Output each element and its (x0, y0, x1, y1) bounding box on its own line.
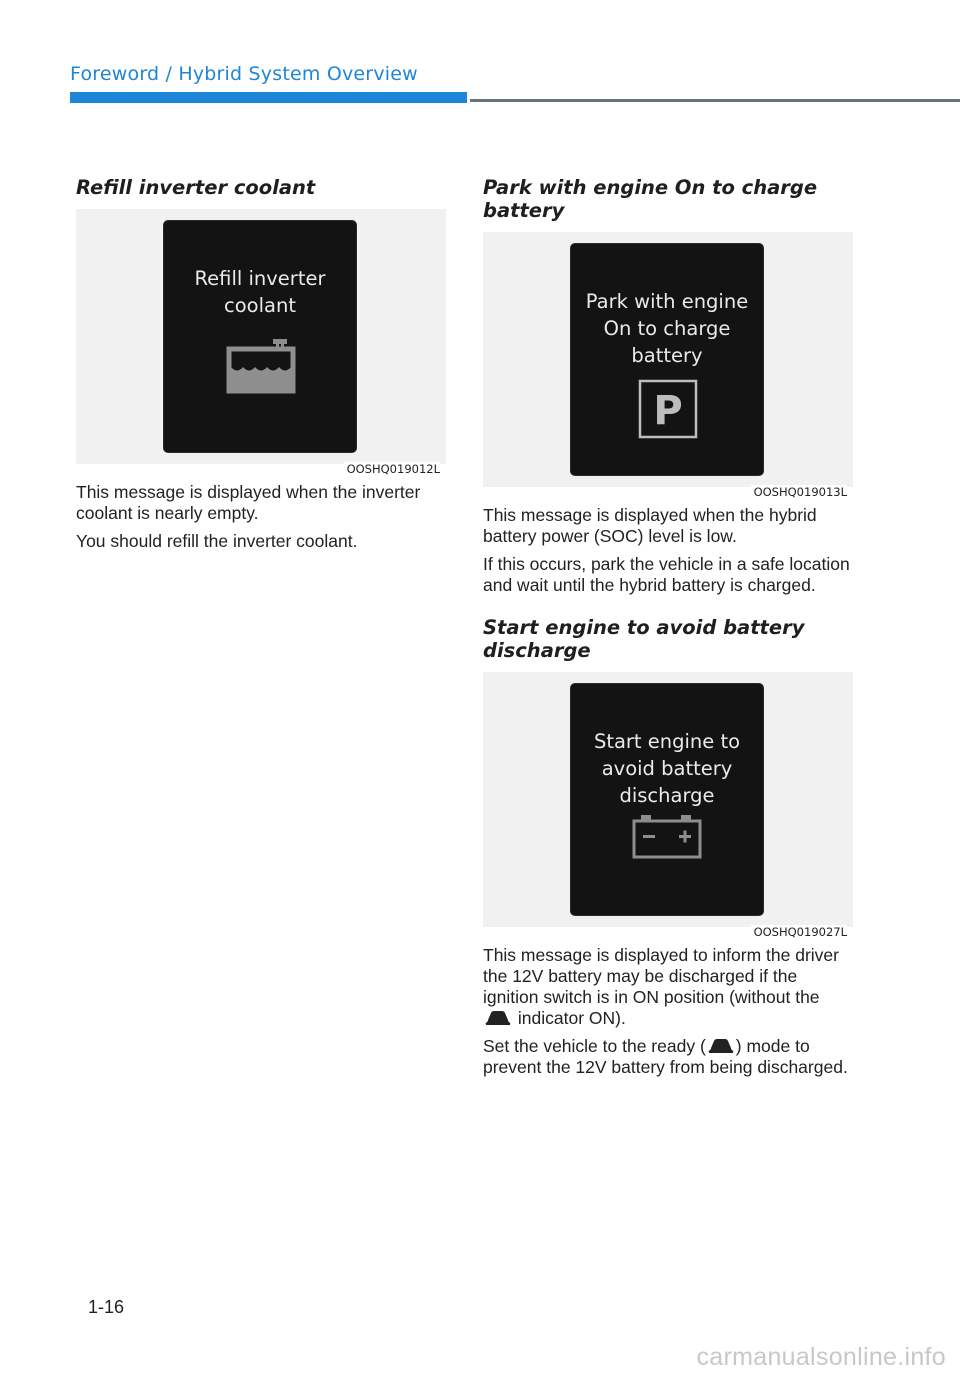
figure-code: OOSHQ019013L (751, 485, 847, 499)
cluster-screen (571, 684, 763, 915)
paragraph-text: indicator ON). (517, 1008, 626, 1028)
watermark: carmanualsonline.info (696, 1343, 946, 1371)
screen-message: Start engine to avoid battery discharge (593, 730, 741, 807)
header-rule-blue (70, 92, 467, 103)
paragraph-text: Set the vehicle to the ready ( (483, 1036, 706, 1056)
paragraph: This message is displayed when the inverter coolant is nearly empty. (76, 482, 421, 523)
start-engine-heading: Start engine to avoid battery discharge (483, 616, 805, 662)
paragraph (483, 1036, 853, 1078)
figure-code: OOSHQ019012L (344, 462, 440, 476)
svg-text:P: P (653, 388, 683, 434)
paragraph (483, 945, 853, 1029)
left-column (76, 176, 446, 552)
screen-message: Park with engine On to charge battery (585, 290, 749, 367)
page-number: 1-16 (88, 1297, 125, 1317)
figure-code: OOSHQ019027L (751, 925, 847, 939)
cluster-screen (164, 221, 356, 452)
refill-coolant-figure (76, 209, 446, 476)
refill-coolant-heading: Refill inverter coolant (76, 176, 316, 199)
park-charge-figure (483, 232, 853, 499)
paragraph: If this occurs, park the vehicle in a safe location and wait until the hybrid battery is charged. (483, 554, 850, 595)
paragraph: You should refill the inverter coolant. (76, 531, 358, 551)
coolant-tank-icon (225, 337, 297, 395)
paragraph-text: ) mode to prevent the 12V battery from being discharged. (483, 1036, 848, 1077)
screen-message: Refill inverter coolant (194, 267, 326, 317)
car-ready-icon (485, 1009, 511, 1027)
paragraph: This message is displayed when the hybrid battery power (SOC) level is low. (483, 505, 817, 546)
cluster-screen (571, 244, 763, 475)
header-rule-gray (470, 99, 960, 102)
park-p-icon (638, 379, 698, 439)
paragraph-text: This message is displayed to inform the driver the 12V battery may be discharged if the ignition switch is in ON position (without the (483, 945, 839, 1007)
car-ready-icon (708, 1037, 734, 1055)
right-column (483, 176, 853, 1078)
page-header-title: Foreword / Hybrid System Overview (70, 63, 418, 85)
start-engine-figure (483, 672, 853, 939)
park-charge-heading: Park with engine On to charge battery (483, 176, 818, 222)
battery-icon (631, 814, 703, 860)
